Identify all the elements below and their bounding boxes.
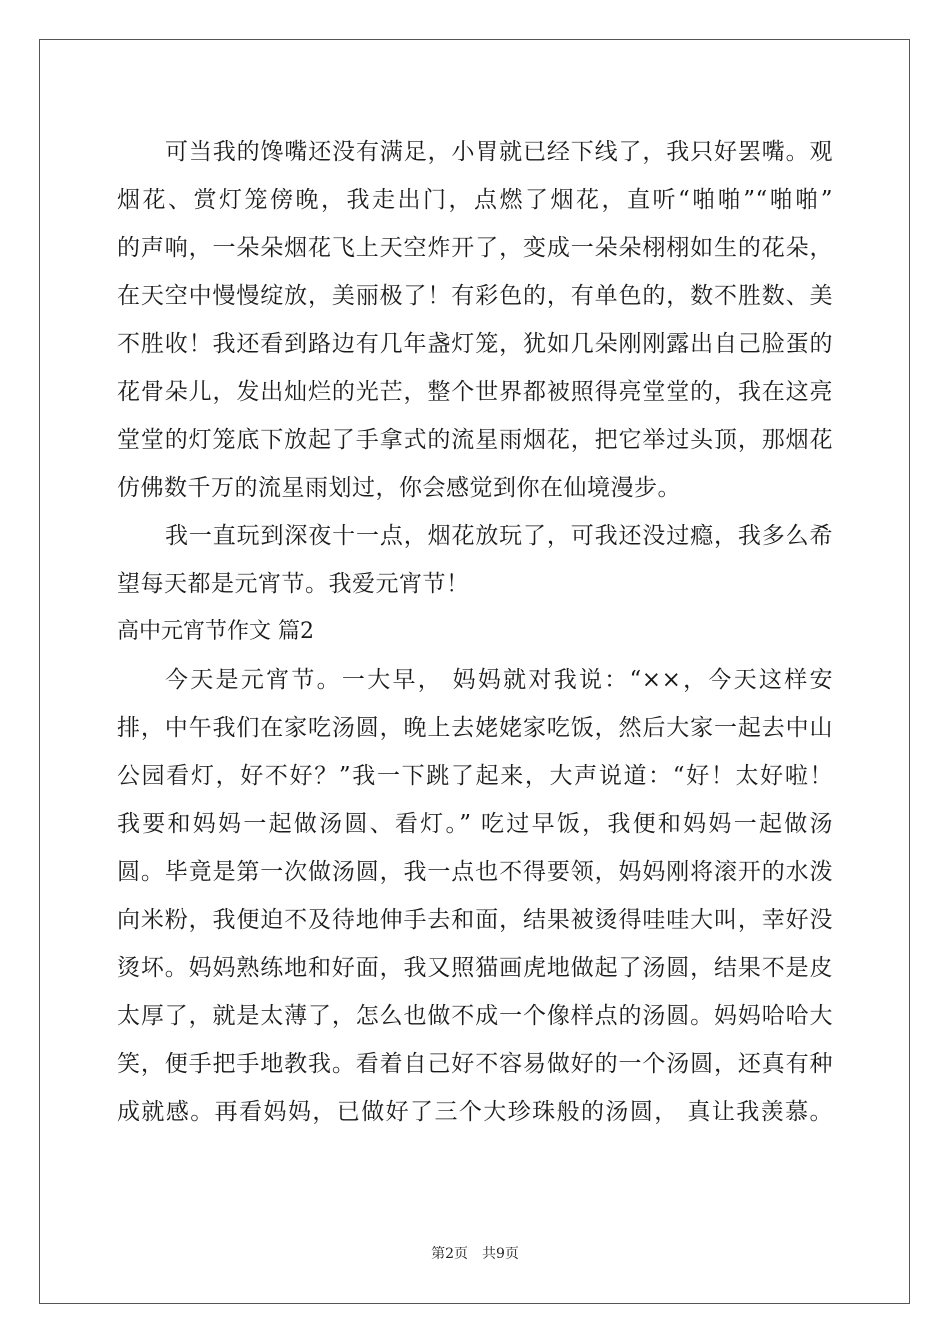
text-line: 望每天都是元宵节。我爱元宵节！ [117, 571, 470, 597]
paragraph-1 [117, 128, 833, 512]
text-line: 在天空中慢慢绽放，美丽极了！有彩色的，有单色的，数不胜数、美 [117, 283, 833, 309]
text-line: 烟花、赏灯笼傍晚，我走出门，点燃了烟花，直听“啪啪”“啪啪” [117, 187, 833, 213]
text-line: 公园看灯，好不好？”我一下跳了起来，大声说道：“好！太好啦！ [117, 763, 833, 789]
text-line: 的声响，一朵朵烟花飞上天空炸开了，变成一朵朵栩栩如生的花朵， [117, 235, 833, 261]
text-line: 太厚了，就是太薄了，怎么也做不成一个像样点的汤圆。妈妈哈哈大 [117, 1003, 833, 1029]
paragraph-3 [117, 656, 833, 1136]
document-body [117, 128, 833, 1136]
page-number-footer: 第2页 共9页 [431, 1246, 519, 1262]
text-line: 可当我的馋嘴还没有满足，小胃就已经下线了，我只好罢嘴。观 [165, 139, 833, 165]
text-line: 不胜收！我还看到路边有几年盏灯笼，犹如几朵刚刚露出自己脸蛋的 [117, 331, 833, 357]
text-line: 我一直玩到深夜十一点，烟花放玩了，可我还没过瘾，我多么希 [165, 523, 833, 549]
text-line: 烫坏。妈妈熟练地和好面，我又照猫画虎地做起了汤圆，结果不是皮 [117, 955, 833, 981]
text-line: 圆。毕竟是第一次做汤圆，我一点也不得要领，妈妈刚将滚开的水泼 [117, 859, 833, 885]
text-line: 今天是元宵节。一大早， 妈妈就对我说：“××，今天这样安 [165, 667, 833, 693]
text-line: 成就感。再看妈妈，已做好了三个大珍珠般的汤圆， 真让我羡慕。 [117, 1099, 833, 1125]
text-line: 排，中午我们在家吃汤圆，晚上去姥姥家吃饭，然后大家一起去中山 [117, 715, 833, 741]
paragraph-2 [117, 512, 833, 608]
text-line: 堂堂的灯笼底下放起了手拿式的流星雨烟花，把它举过头顶，那烟花 [117, 427, 833, 453]
text-line: 笑，便手把手地教我。看着自己好不容易做好的一个汤圆，还真有种 [117, 1051, 833, 1077]
section-heading: 高中元宵节作文 篇2 [117, 619, 314, 644]
text-line: 向米粉，我便迫不及待地伸手去和面，结果被烫得哇哇大叫，幸好没 [117, 907, 833, 933]
text-line: 花骨朵儿，发出灿烂的光芒，整个世界都被照得亮堂堂的，我在这亮 [117, 379, 833, 405]
text-line: 我要和妈妈一起做汤圆、看灯。” 吃过早饭，我便和妈妈一起做汤 [117, 811, 833, 837]
text-line: 仿佛数千万的流星雨划过，你会感觉到你在仙境漫步。 [117, 475, 681, 501]
